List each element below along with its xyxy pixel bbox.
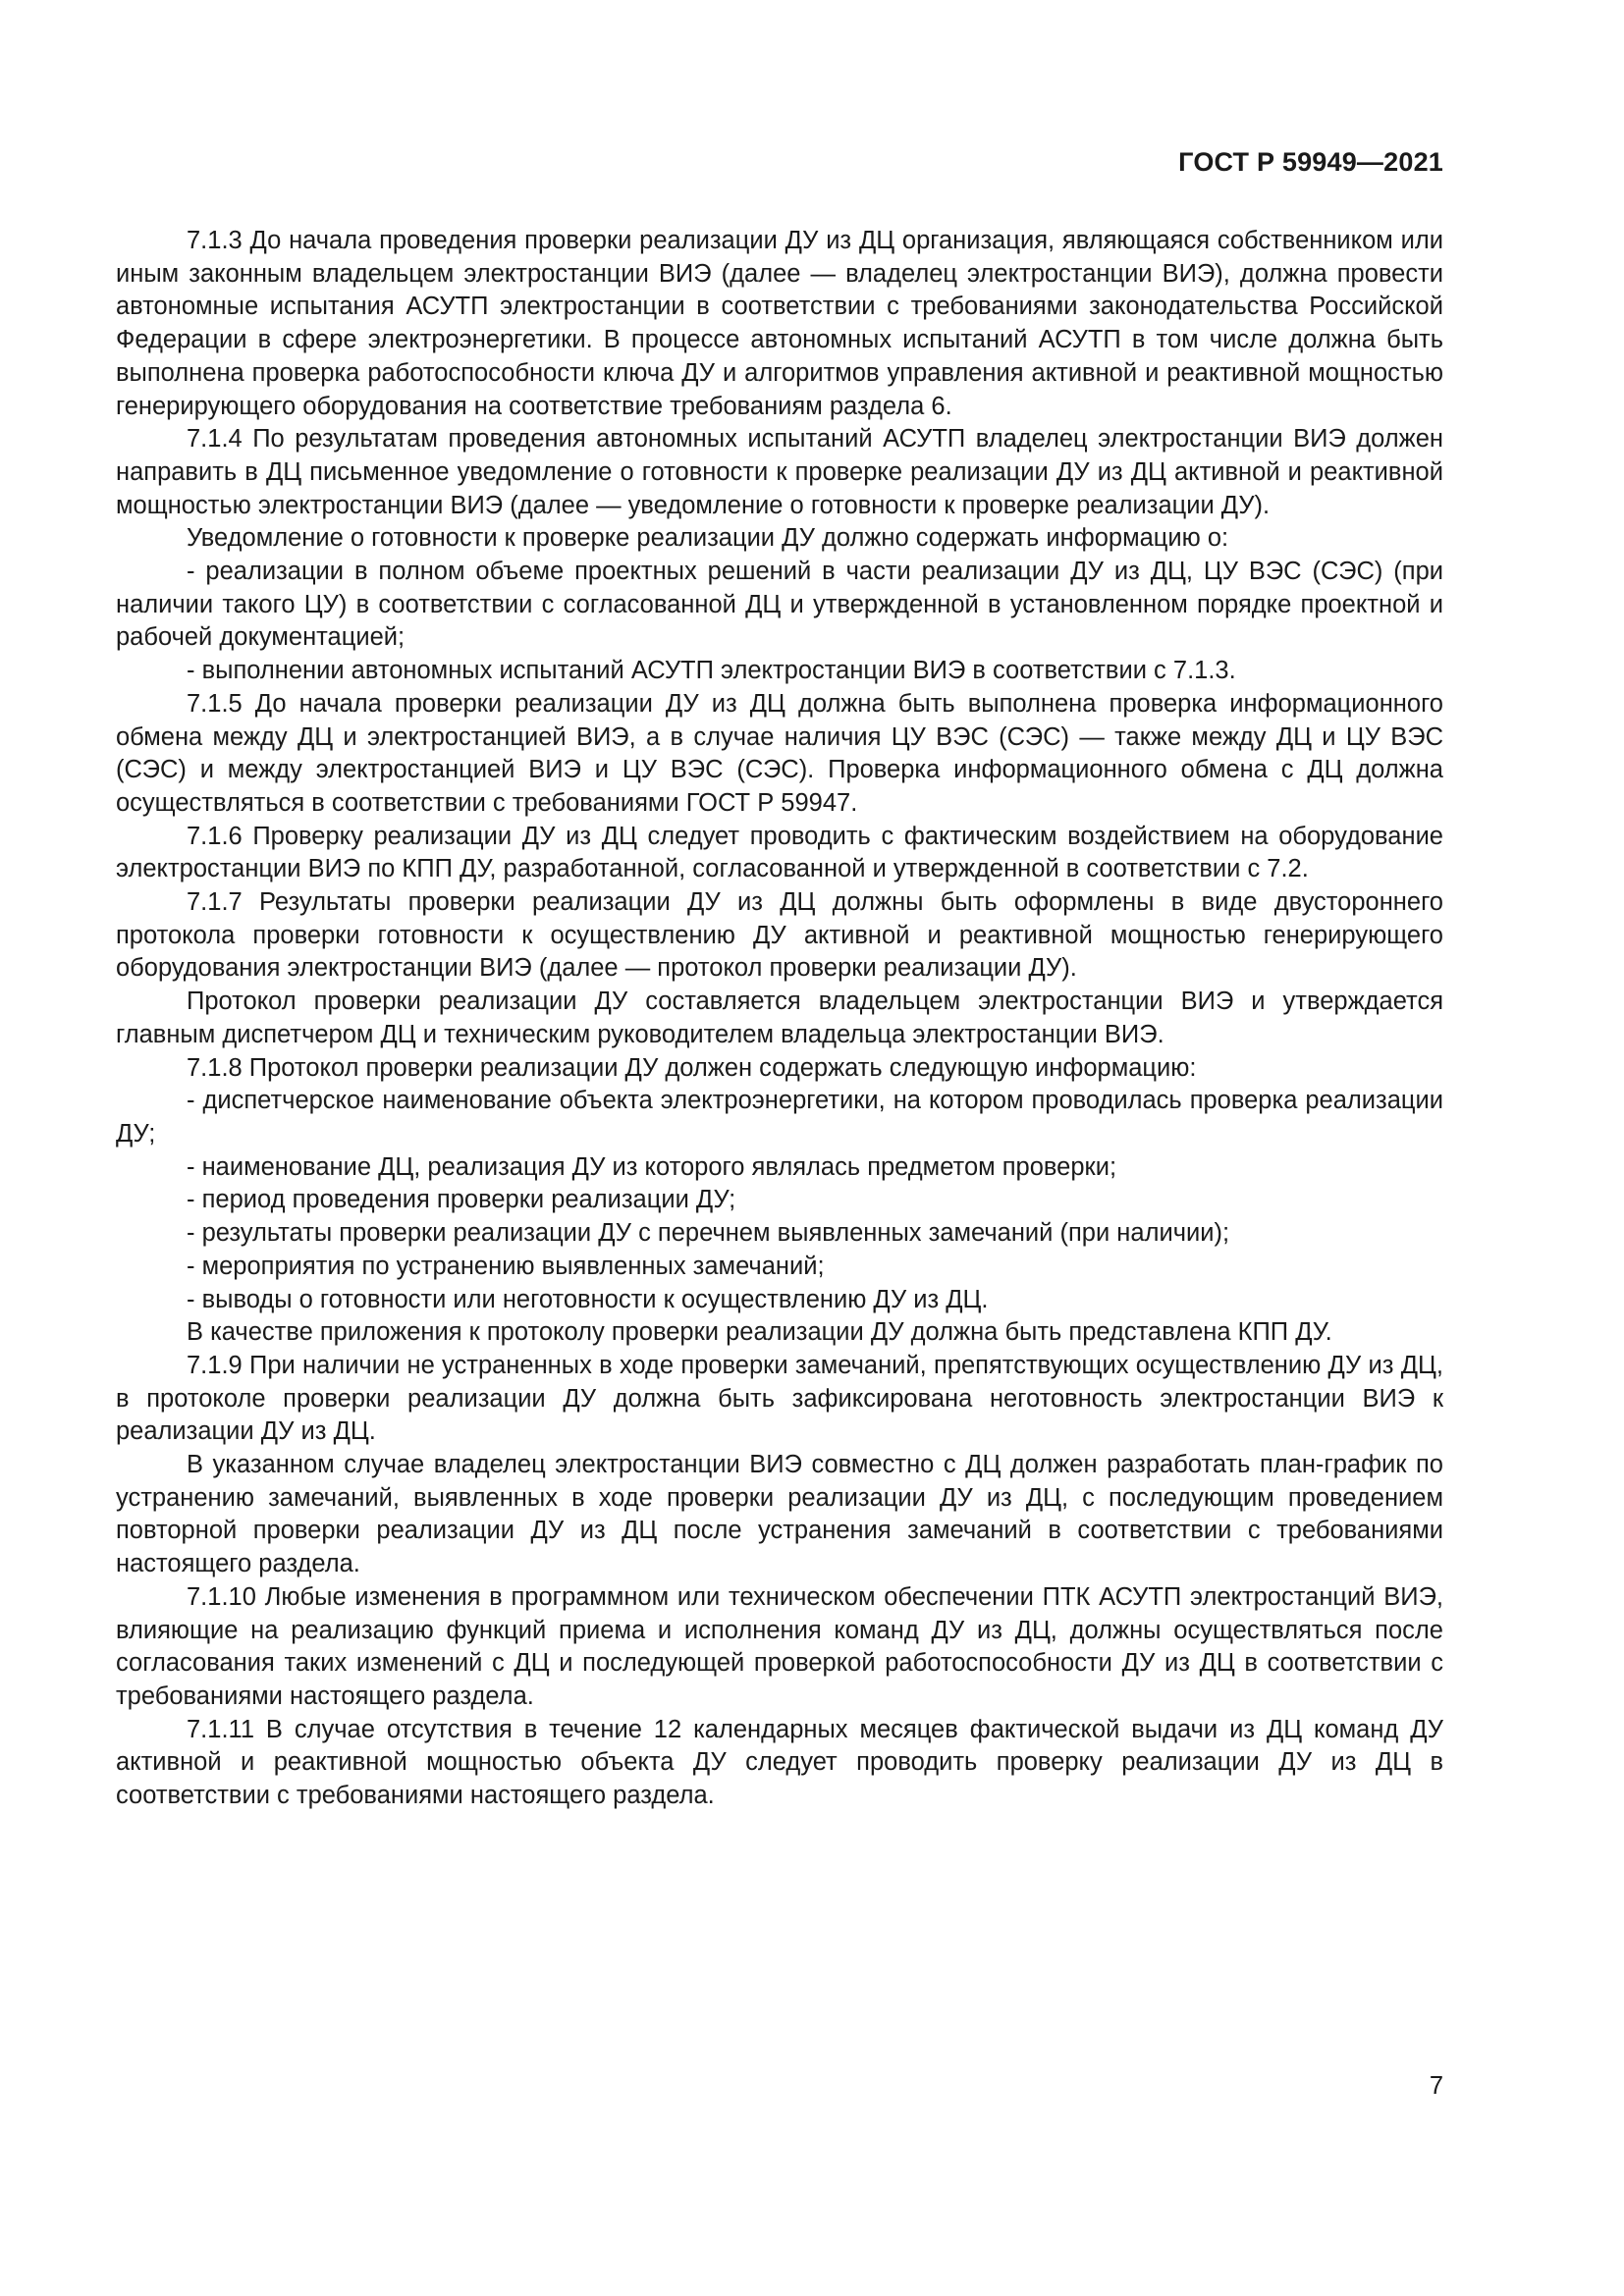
- list-item: - выводы о готовности или неготовности к осуществлению ДУ из ДЦ.: [187, 1285, 989, 1313]
- paragraph-7-1-9: 7.1.9 При наличии не устраненных в ходе проверки замечаний, препятствующих осуществлению ДУ из ДЦ, в протоколе проверки реализации ДУ должна быть зафиксирована неготовность электростанции ВИЭ к реализации ДУ из ДЦ.: [116, 1351, 1443, 1446]
- page-number: 7: [1429, 2072, 1443, 2100]
- document-code-header: ГОСТ Р 59949—2021: [1178, 147, 1443, 177]
- list-item: - результаты проверки реализации ДУ с перечнем выявленных замечаний (при наличии);: [187, 1219, 1230, 1248]
- paragraph-notification-content: Уведомление о готовности к проверке реализации ДУ должно содержать информацию о:: [187, 524, 1229, 553]
- paragraph-7-1-10: 7.1.10 Любые изменения в программном или техническом обеспечении ПТК АСУТП электростанций ВИЭ, влияющие на реализацию функций приема и исполнения команд ДУ из ДЦ, должны осуществляться после согласования таких изменений с ДЦ и последующей проверкой работоспособности ДУ из ДЦ в соответствии с требованиями настоящего раздела.: [116, 1582, 1443, 1710]
- paragraph-protocol-appendix: В качестве приложения к протоколу проверки реализации ДУ должна быть представлена КПП ДУ.: [187, 1318, 1332, 1347]
- list-item: - диспетчерское наименование объекта электроэнергетики, на котором проводилась проверка реализации ДУ;: [116, 1087, 1443, 1148]
- paragraph-7-1-4: 7.1.4 По результатам проведения автономных испытаний АСУТП владелец электростанции ВИЭ должен направить в ДЦ письменное уведомление о готовности к проверке реализации ДУ из ДЦ активной и реактивной мощностью электростанции ВИЭ (далее — уведомление о готовности к проверке реализации ДУ).: [116, 425, 1443, 519]
- paragraph-7-1-3: 7.1.3 До начала проведения проверки реализации ДУ из ДЦ организация, являющаяся собственником или иным законным владельцем электростанции ВИЭ (далее — владелец электростанции ВИЭ), должна провести автономные испытания АСУТП электростанции в соответствии с требованиями законодательства Российской Федерации в сфере электроэнергетики. В процессе автономных испытаний АСУТП в том числе должна быть выполнена проверка работоспособности ключа ДУ и алгоритмов управления активной и реактивной мощностью генерирующего оборудования на соответствие требованиям раздела 6.: [116, 227, 1443, 420]
- paragraph-7-1-11: 7.1.11 В случае отсутствия в течение 12 календарных месяцев фактической выдачи из ДЦ команд ДУ активной и реактивной мощностью объекта ДУ следует проводить проверку реализации ДУ из ДЦ в соответствии с требованиями настоящего раздела.: [116, 1715, 1443, 1810]
- document-body: [116, 225, 1443, 1813]
- paragraph-7-1-6: 7.1.6 Проверку реализации ДУ из ДЦ следует проводить с фактическим воздействием на оборудование электростанции ВИЭ по КПП ДУ, разработанной, согласованной и утвержденной в соответствии с 7.2.: [116, 822, 1443, 883]
- list-item: - выполнении автономных испытаний АСУТП электростанции ВИЭ в соответствии с 7.1.3.: [187, 657, 1236, 685]
- list-item: - реализации в полном объеме проектных решений в части реализации ДУ из ДЦ, ЦУ ВЭС (СЭС) (при наличии такого ЦУ) в соответствии с согласованной ДЦ и утвержденной в установленном порядке проектной и рабочей документацией;: [116, 558, 1443, 652]
- paragraph-plan-schedule: В указанном случае владелец электростанции ВИЭ совместно с ДЦ должен разработать план-график по устранению замечаний, выявленных в ходе проверки реализации ДУ из ДЦ, с последующим проведением повторной проверки реализации ДУ из ДЦ после устранения замечаний в соответствии с требованиями настоящего раздела.: [116, 1451, 1443, 1578]
- paragraph-7-1-5: 7.1.5 До начала проверки реализации ДУ из ДЦ должна быть выполнена проверка информационного обмена между ДЦ и электростанцией ВИЭ, а в случае наличия ЦУ ВЭС (СЭС) — также между ДЦ и ЦУ ВЭС (СЭС) и между электростанцией ВИЭ и ЦУ ВЭС (СЭС). Проверка информационного обмена с ДЦ должна осуществляться в соответствии с требованиями ГОСТ Р 59947.: [116, 689, 1443, 817]
- paragraph-protocol-approval: Протокол проверки реализации ДУ составляется владельцем электростанции ВИЭ и утверждается главным диспетчером ДЦ и техническим руководителем владельца электростанции ВИЭ.: [116, 988, 1443, 1048]
- paragraph-7-1-7: 7.1.7 Результаты проверки реализации ДУ из ДЦ должны быть оформлены в виде двустороннего протокола проверки готовности к осуществлению ДУ активной и реактивной мощностью генерирующего оборудования электростанции ВИЭ (далее — протокол проверки реализации ДУ).: [116, 888, 1443, 983]
- list-item: - мероприятия по устранению выявленных замечаний;: [187, 1252, 825, 1280]
- paragraph-7-1-8: 7.1.8 Протокол проверки реализации ДУ должен содержать следующую информацию:: [187, 1053, 1197, 1082]
- list-item: - наименование ДЦ, реализация ДУ из которого являлась предметом проверки;: [187, 1152, 1117, 1181]
- list-item: - период проведения проверки реализации ДУ;: [187, 1186, 736, 1214]
